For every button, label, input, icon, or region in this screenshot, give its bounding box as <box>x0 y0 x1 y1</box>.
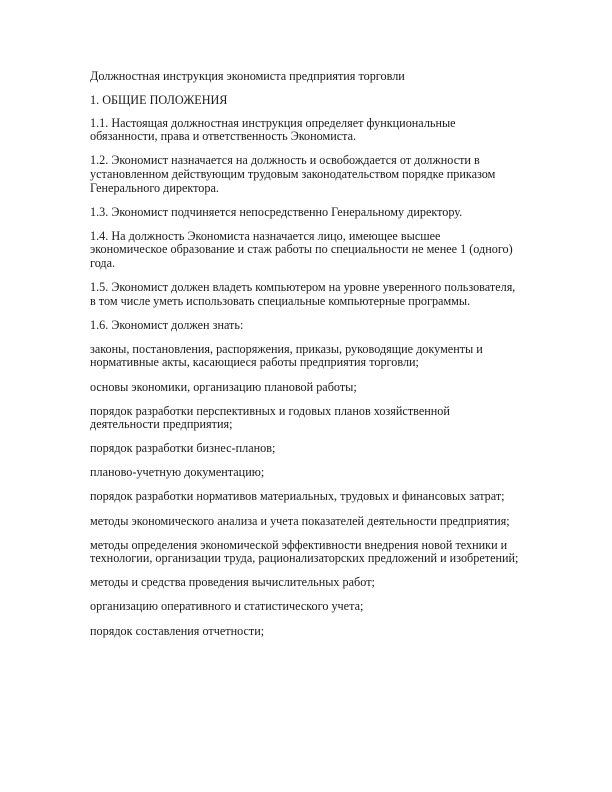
clause-1-3: 1.3. Экономист подчиняется непосредственно Генеральному директору. <box>90 204 463 219</box>
knowledge-item-norms: порядок разработки нормативов материальных, трудовых и финансовых затрат; <box>90 489 505 504</box>
knowledge-item-analysis: методы экономического анализа и учета показателей деятельности предприятия; <box>90 513 510 528</box>
document-title: Должностная инструкция экономиста предприятия торговли <box>90 69 405 83</box>
knowledge-item-accounting: организацию оперативного и статистического учета; <box>90 599 364 614</box>
knowledge-item-reporting: порядок составления отчетности; <box>90 623 265 638</box>
knowledge-item-documentation: планово-учетную документацию; <box>90 465 265 480</box>
knowledge-item-computing: методы и средства проведения вычислительных работ; <box>90 575 375 590</box>
knowledge-item-business-plans: порядок разработки бизнес-планов; <box>90 441 276 456</box>
clause-1-1: 1.1. Настоящая должностная инструкция определяет функциональные обязанности, права и ответственность Экономиста. <box>90 115 456 144</box>
knowledge-item-laws: законы, постановления, распоряжения, приказы, руководящие документы и нормативные акты, касающиеся работы предприятия торговли; <box>90 341 483 370</box>
knowledge-item-plans: порядок разработки перспективных и годовых планов хозяйственной деятельности предприятия; <box>90 403 450 432</box>
clause-1-4: 1.4. На должность Экономиста назначается лицо, имеющее высшее экономическое образование и стаж работы по специальности не менее 1 (одного) года. <box>90 228 513 270</box>
document-page <box>90 70 520 649</box>
section-heading: 1. ОБЩИЕ ПОЛОЖЕНИЯ <box>90 93 228 108</box>
knowledge-item-economics: основы экономики, организацию плановой работы; <box>90 379 357 394</box>
knowledge-item-efficiency: методы определения экономической эффективности внедрения новой техники и технологии, организации труда, рационализаторских предложений и изобретений; <box>90 537 519 566</box>
clause-1-6: 1.6. Экономист должен знать: <box>90 317 244 332</box>
clause-1-5: 1.5. Экономист должен владеть компьютером на уровне уверенного пользователя, в том числе уметь использовать специальные компьютерные программы. <box>90 280 516 308</box>
clause-1-2: 1.2. Экономист назначается на должность и освобождается от должности в установленном действующим трудовым законодательством порядке приказом Генерального директора. <box>90 153 496 195</box>
